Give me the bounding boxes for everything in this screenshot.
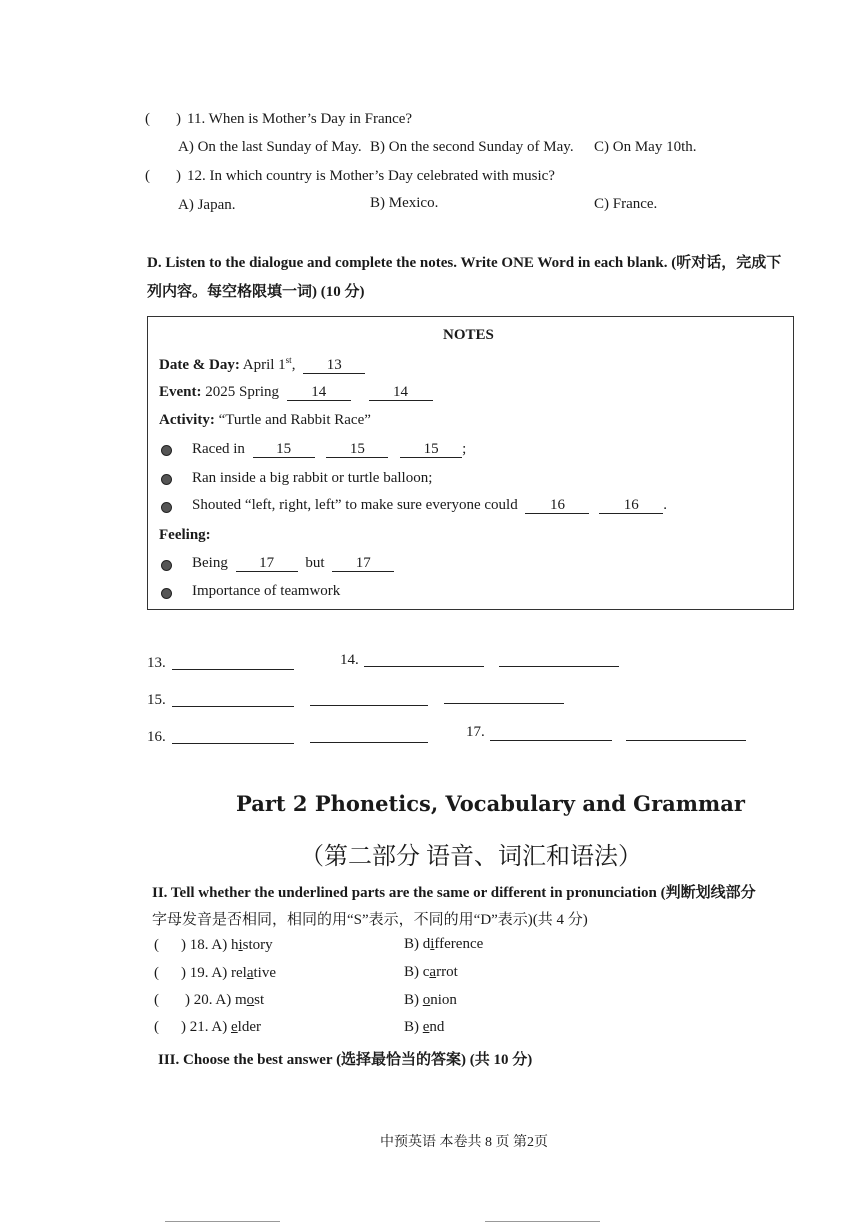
q21-option-b: B) end [404, 1019, 445, 1035]
answer-field-13[interactable] [172, 669, 294, 670]
answer-label-15: 15. [147, 692, 166, 708]
answer-field-15b[interactable] [310, 705, 428, 706]
q11-option-b: B) On the second Sunday of May. [370, 139, 574, 155]
answer-label-13: 13. [147, 655, 166, 671]
blank-15b: 15 [326, 441, 388, 458]
q20-option-b: B) onion [404, 992, 457, 1008]
blank-16a: 16 [525, 497, 589, 514]
section-ii-instruction: II. Tell whether the underlined parts are the same or different in pronunciation (判断划线部分 [152, 885, 756, 901]
q21-row: ( ) 21. A) elder [154, 1019, 261, 1035]
notes-bullet-being: Being 17 but 17 [192, 555, 394, 572]
q19-option-b: B) carrot [404, 964, 458, 980]
scan-mark [485, 1221, 600, 1222]
answer-label-16: 16. [147, 729, 166, 745]
bullet-icon [161, 588, 172, 599]
notes-bullet-balloon: Ran inside a big rabbit or turtle balloon; [192, 470, 433, 486]
scan-mark [165, 1221, 280, 1222]
answer-field-15c[interactable] [444, 703, 564, 704]
blank-15a: 15 [253, 441, 315, 458]
q11-answer-paren[interactable]: ( ) [145, 111, 181, 127]
answer-field-16a[interactable] [172, 743, 294, 744]
notes-bullet-teamwork: Importance of teamwork [192, 583, 341, 599]
q12-option-a: A) Japan. [178, 197, 236, 213]
bullet-icon [161, 502, 172, 513]
q19-row: ( ) 19. A) relative [154, 965, 276, 981]
notes-event-row: Event: 2025 Spring 14 14 [159, 384, 433, 401]
notes-title: NOTES [443, 327, 494, 343]
answer-paren[interactable]: ( [154, 937, 159, 953]
blank-17b: 17 [332, 555, 394, 572]
blank-14a: 14 [287, 384, 351, 401]
part2-subtitle: （第二部分 语音、词汇和语法） [300, 844, 642, 870]
section-d-instruction-cont: 列内容。每空格限填一词) (10 分) [147, 284, 365, 300]
page-footer: 中预英语 本卷共 8 页 第2页 [380, 1135, 548, 1150]
answer-field-17b[interactable] [626, 740, 746, 741]
blank-13: 13 [303, 357, 365, 374]
answer-field-14b[interactable] [499, 666, 619, 667]
answer-field-17a[interactable] [490, 740, 612, 741]
blank-16b: 16 [599, 497, 663, 514]
blank-15c: 15 [400, 441, 462, 458]
answer-label-14: 14. [340, 652, 359, 668]
bullet-icon [161, 474, 172, 485]
q11-stem: 11. When is Mother’s Day in France? [187, 111, 413, 127]
notes-date-row: Date & Day: April 1st, 13 [159, 355, 365, 374]
notes-activity-row: Activity: “Turtle and Rabbit Race” [159, 412, 371, 428]
answer-paren[interactable]: ( [154, 1019, 159, 1035]
notes-feeling-label: Feeling: [159, 527, 211, 543]
section-ii-instruction-cont: 字母发音是否相同，相同的用“S”表示，不同的用“D”表示)(共 4 分) [152, 912, 588, 928]
q18-option-b: B) difference [404, 936, 484, 952]
bullet-icon [161, 560, 172, 571]
part2-title: Part 2 Phonetics, Vocabulary and Grammar [236, 791, 745, 816]
q20-row: ( ) 20. A) most [154, 992, 265, 1008]
notes-bullet-shouted: Shouted “left, right, left” to make sure everyone could 16 16 . [192, 497, 667, 513]
answer-field-16b[interactable] [310, 742, 428, 743]
notes-bullet-raced: Raced in 15 15 15 ; [192, 441, 467, 457]
answer-field-15a[interactable] [172, 706, 294, 707]
answer-paren[interactable]: ( [154, 965, 159, 981]
section-iii-instruction: III. Choose the best answer (选择最恰当的答案) (共 10 分) [158, 1052, 533, 1068]
q12-option-b: B) Mexico. [370, 195, 439, 211]
answer-paren[interactable]: ( [154, 992, 159, 1008]
q12-stem: 12. In which country is Mother’s Day celebrated with music? [187, 168, 555, 184]
answer-field-14a[interactable] [364, 666, 484, 667]
section-d-instruction: D. Listen to the dialogue and complete the notes. Write ONE Word in each blank. (听对话，完成下 [147, 255, 782, 271]
q11-option-c: C) On May 10th. [594, 139, 697, 155]
q12-answer-paren[interactable]: ( ) [145, 168, 181, 184]
q18-row: ( ) 18. A) history [154, 937, 273, 953]
q11-option-a: A) On the last Sunday of May. [178, 139, 362, 155]
q12-option-c: C) France. [594, 196, 658, 212]
bullet-icon [161, 445, 172, 456]
blank-14b: 14 [369, 384, 433, 401]
blank-17a: 17 [236, 555, 298, 572]
answer-label-17: 17. [466, 724, 485, 740]
